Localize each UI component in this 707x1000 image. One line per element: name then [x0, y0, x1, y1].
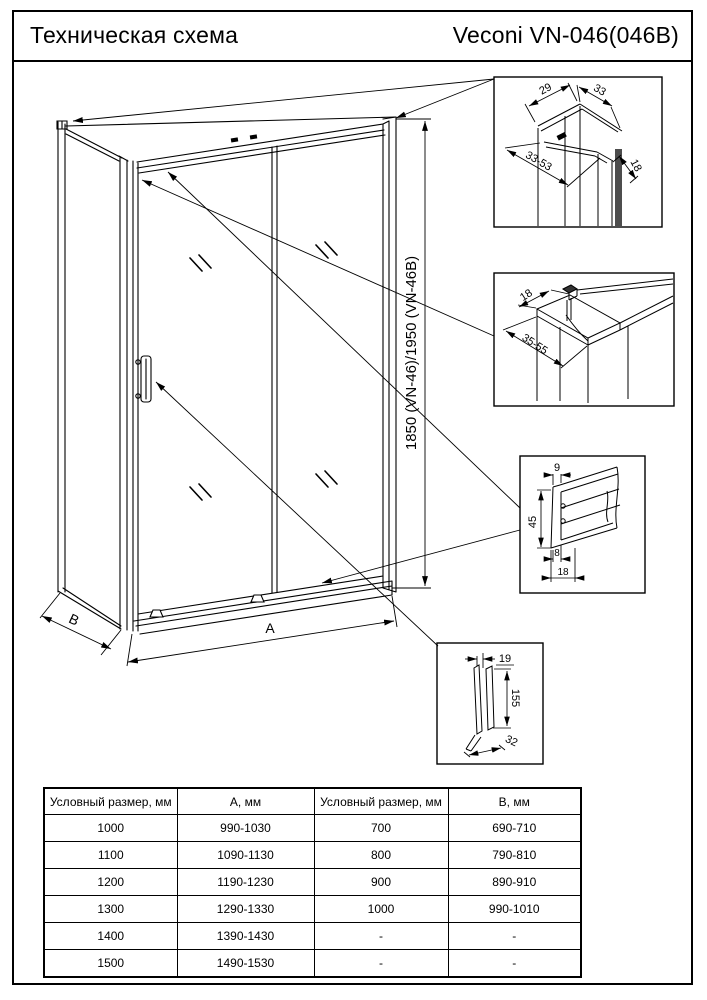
table-cell: 890-910 — [448, 869, 581, 896]
leader-bottom-profile — [142, 180, 494, 336]
dim-8: 8 — [554, 548, 560, 559]
detail-box-1-frame — [494, 77, 662, 227]
table-header-cell: А, мм — [177, 788, 314, 815]
corner-post — [119, 156, 128, 630]
table-header-cell: В, мм — [448, 788, 581, 815]
detail-box-handle — [437, 643, 543, 764]
leader-wall-profile-bottom — [322, 530, 520, 583]
size-table — [43, 787, 582, 978]
table-row — [44, 869, 581, 896]
bottom-sill — [134, 581, 392, 634]
model-title: Veconi VN-046(046B) — [452, 21, 679, 48]
hanger-brackets — [231, 134, 258, 142]
table-cell: 1300 — [44, 896, 177, 923]
table-row — [44, 842, 581, 869]
table-cell: 990-1030 — [177, 815, 314, 842]
dim-33: 33 — [591, 82, 608, 99]
table-cell: 1390-1430 — [177, 923, 314, 950]
table-cell: 1100 — [44, 842, 177, 869]
page-title: Техническая схема — [30, 21, 239, 48]
side-panel-glass — [58, 129, 122, 629]
table-cell: - — [314, 923, 448, 950]
dim-18-top: 18 — [627, 157, 644, 174]
table-cell: 1090-1130 — [177, 842, 314, 869]
glass-reflections — [190, 242, 337, 500]
width-dim-line — [128, 621, 394, 662]
table-row — [44, 923, 581, 950]
table-cell: 690-710 — [448, 815, 581, 842]
table-cell: 700 — [314, 815, 448, 842]
dim-18-bottom: 18 — [517, 287, 535, 304]
dim-18-wall: 18 — [557, 567, 569, 578]
table-cell: 1000 — [44, 815, 177, 842]
leader-top-profile-right — [396, 79, 494, 118]
detail-box-4-frame — [437, 643, 543, 764]
detail-box-top-profile — [494, 77, 662, 227]
dim-155: 155 — [509, 688, 521, 708]
top-track — [137, 124, 385, 173]
height-dim-label: 1850 (VN-46)/1950 (VN-46B) — [403, 255, 420, 451]
dim-32: 32 — [503, 733, 520, 750]
table-cell: 790-810 — [448, 842, 581, 869]
roof-back-edge — [66, 117, 396, 126]
table-row — [44, 896, 581, 923]
roller-left — [150, 610, 163, 617]
width-dim-label: A — [265, 620, 275, 636]
table-header-row — [44, 788, 581, 815]
dim-19: 19 — [498, 653, 512, 665]
dim-29: 29 — [537, 81, 554, 98]
table-header-cell: Условный размер, мм — [314, 788, 448, 815]
depth-dim-label: B — [66, 610, 82, 629]
leader-wall-profile-top — [168, 172, 520, 508]
table-cell: 900 — [314, 869, 448, 896]
table-cell: 1190-1230 — [177, 869, 314, 896]
table-cell: 1290-1330 — [177, 896, 314, 923]
side-panel-back-post — [57, 121, 67, 592]
leader-top-profile-left — [73, 79, 494, 121]
bracket-block — [563, 285, 577, 293]
table-cell: 1490-1530 — [177, 950, 314, 978]
dim-35-55: 35-55 — [519, 331, 550, 358]
table-header-cell: Условный размер, мм — [44, 788, 177, 815]
table-cell: 1500 — [44, 950, 177, 978]
shower-enclosure-drawing — [57, 117, 396, 634]
dim-45: 45 — [527, 515, 539, 529]
table-cell: 990-1010 — [448, 896, 581, 923]
dim-33-53: 33-53 — [523, 149, 554, 174]
glass-edge-strip — [615, 149, 622, 226]
table-row — [44, 950, 581, 978]
table-cell: 1400 — [44, 923, 177, 950]
dim-9: 9 — [553, 462, 561, 474]
table-cell: - — [448, 923, 581, 950]
table-cell: 800 — [314, 842, 448, 869]
table-cell: 1200 — [44, 869, 177, 896]
table-cell: - — [314, 950, 448, 978]
table-row — [44, 815, 581, 842]
right-post — [383, 117, 396, 592]
table-cell: - — [448, 950, 581, 978]
door-divider — [272, 146, 277, 593]
table-cell: 1000 — [314, 896, 448, 923]
